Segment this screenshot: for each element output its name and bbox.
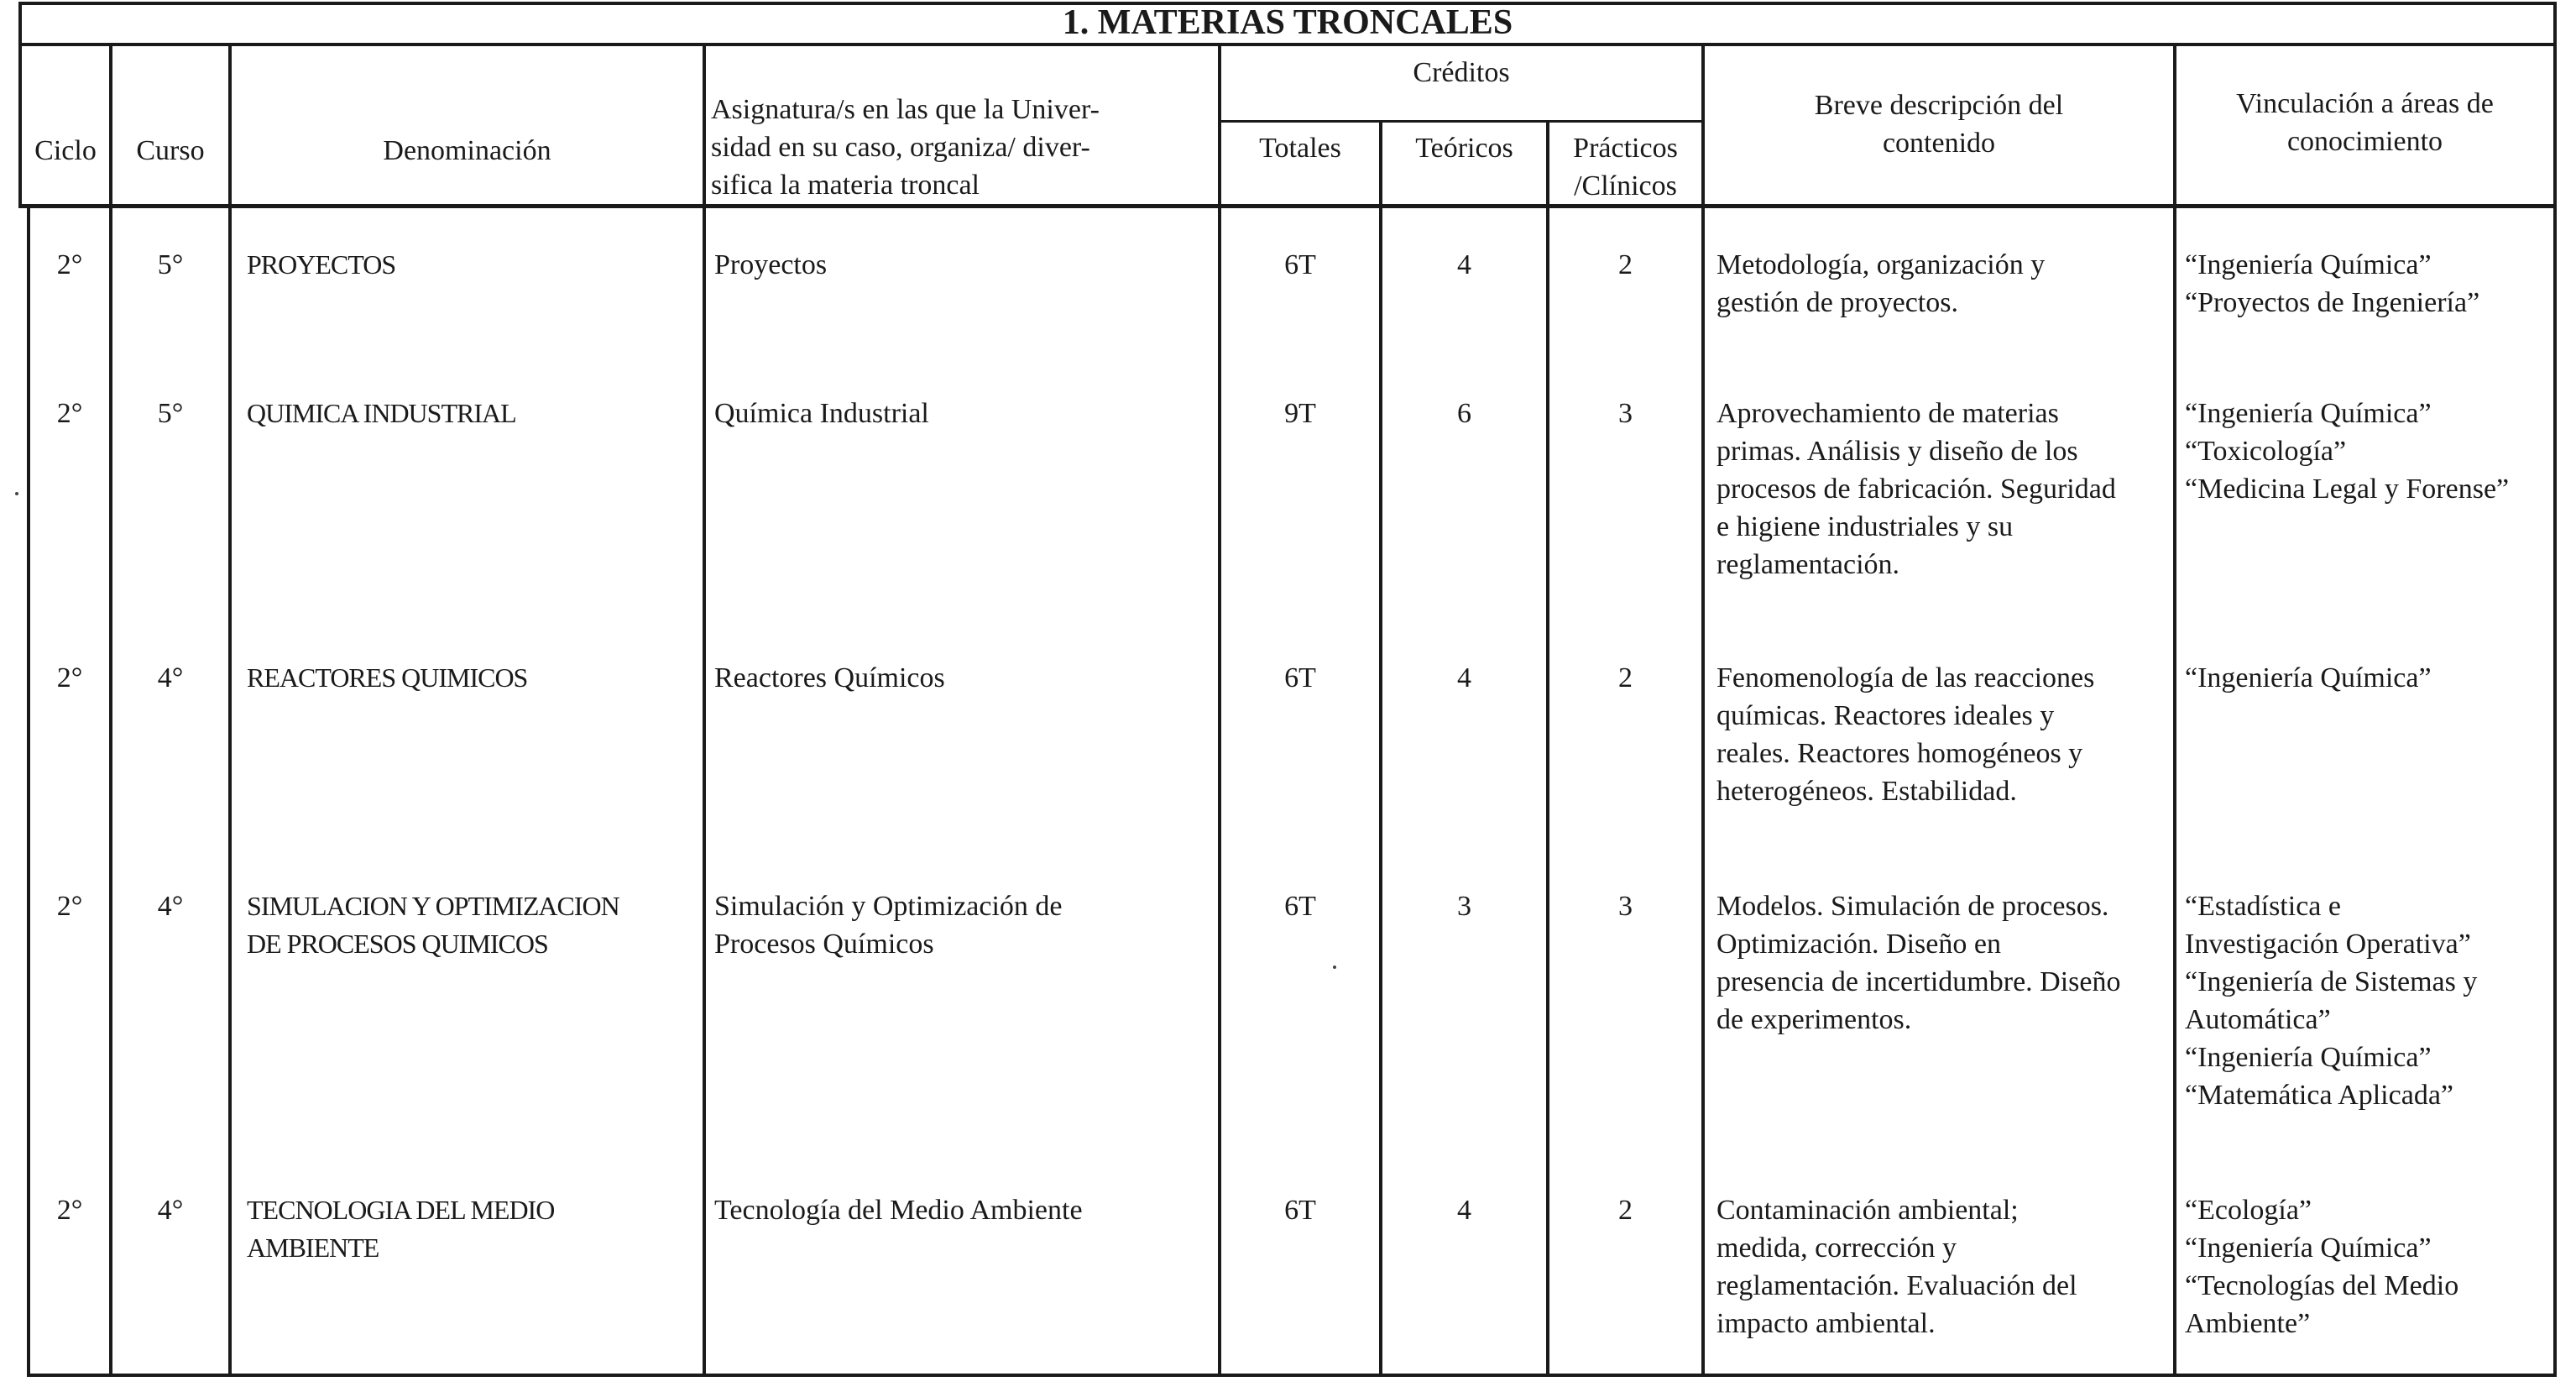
cell-descripcion-line: reglamentación. bbox=[1716, 549, 1900, 580]
cell-descripcion-line: de experimentos. bbox=[1716, 1004, 1912, 1035]
cell-denominacion-line: DE PROCESOS QUIMICOS bbox=[247, 929, 548, 959]
cell-denominacion bbox=[247, 246, 700, 284]
rule-creditos bbox=[1220, 120, 1703, 123]
cell-vinculacion-line: “Ingeniería Química” bbox=[2185, 1232, 2432, 1264]
cell-vinculacion-line: “Proyectos de Ingeniería” bbox=[2185, 287, 2480, 318]
cell-asignatura bbox=[714, 659, 1215, 697]
cell-asignatura bbox=[714, 887, 1215, 963]
col-line-3 bbox=[703, 44, 706, 1377]
cell-curso: 4° bbox=[157, 662, 184, 693]
cell-asignatura bbox=[714, 246, 1215, 284]
cell-totales: 9T bbox=[1284, 398, 1316, 429]
cell-denominacion-line: QUIMICA INDUSTRIAL bbox=[247, 398, 516, 428]
cell-descripcion bbox=[1716, 246, 2173, 322]
cell-ciclo: 2° bbox=[56, 398, 83, 429]
cell-vinculacion bbox=[2185, 246, 2552, 322]
cell-curso: 4° bbox=[157, 891, 184, 922]
header-asignatura-line: sifica la materia troncal bbox=[711, 170, 980, 201]
header-practicos-line: Prácticos bbox=[1573, 133, 1678, 164]
cell-descripcion-line: químicas. Reactores ideales y bbox=[1716, 700, 2055, 731]
col-line-7 bbox=[1701, 44, 1705, 1377]
cell-practicos: 2 bbox=[1618, 249, 1633, 280]
cell-asignatura bbox=[714, 1191, 1215, 1229]
header-practicos-line: /Clínicos bbox=[1574, 170, 1677, 201]
header-totales: Totales bbox=[1259, 133, 1341, 164]
cell-curso: 5° bbox=[157, 398, 184, 429]
cell-descripcion-line: medida, corrección y bbox=[1716, 1232, 1957, 1264]
cell-denominacion-line: AMBIENTE bbox=[247, 1232, 379, 1263]
cell-denominacion bbox=[247, 1191, 700, 1267]
cell-descripcion bbox=[1716, 887, 2173, 1039]
cell-curso: 4° bbox=[157, 1195, 184, 1226]
cell-descripcion-line: Metodología, organización y bbox=[1716, 249, 2046, 280]
cell-denominacion-line: SIMULACION Y OPTIMIZACION bbox=[247, 891, 619, 921]
cell-asignatura-line: Procesos Químicos bbox=[714, 929, 934, 960]
cell-practicos: 2 bbox=[1618, 662, 1633, 693]
cell-asignatura-line: Reactores Químicos bbox=[714, 662, 945, 693]
cell-ciclo: 2° bbox=[56, 249, 83, 280]
cell-asignatura bbox=[714, 395, 1215, 432]
cell-totales: 6T bbox=[1284, 662, 1316, 693]
cell-denominacion-line: TECNOLOGIA DEL MEDIO bbox=[247, 1195, 555, 1225]
cell-totales: 6T bbox=[1284, 891, 1316, 922]
cell-descripcion-line: heterogéneos. Estabilidad. bbox=[1716, 776, 2017, 807]
cell-vinculacion bbox=[2185, 1191, 2552, 1342]
cell-vinculacion-line: “Ingeniería Química” bbox=[2185, 398, 2432, 429]
header-vinculacion-line: conocimiento bbox=[2286, 126, 2443, 157]
cell-descripcion bbox=[1716, 659, 2173, 810]
header-practicos bbox=[1549, 129, 1701, 205]
cell-ciclo: 2° bbox=[56, 891, 83, 922]
cell-descripcion-line: reales. Reactores homogéneos y bbox=[1716, 738, 2083, 769]
cell-curso: 5° bbox=[157, 249, 184, 280]
cell-vinculacion-line: “Ingeniería Química” bbox=[2185, 662, 2432, 693]
header-ciclo: Ciclo bbox=[34, 135, 97, 166]
header-creditos: Créditos bbox=[1413, 57, 1510, 88]
cell-vinculacion-line: “Matemática Aplicada” bbox=[2185, 1080, 2453, 1111]
cell-asignatura-line: Simulación y Optimización de bbox=[714, 891, 1063, 922]
cell-teoricos: 3 bbox=[1457, 891, 1471, 922]
col-line-1 bbox=[109, 44, 112, 1377]
cell-teoricos: 4 bbox=[1457, 249, 1471, 280]
header-asignatura bbox=[711, 91, 1215, 204]
cell-descripcion-line: reglamentación. Evaluación del bbox=[1716, 1270, 2077, 1301]
cell-vinculacion-line: “Toxicología” bbox=[2185, 436, 2347, 467]
cell-teoricos: 4 bbox=[1457, 662, 1471, 693]
cell-practicos: 2 bbox=[1618, 1195, 1633, 1226]
cell-descripcion bbox=[1716, 395, 2173, 583]
header-descripcion-line: Breve descripción del bbox=[1814, 90, 2064, 121]
header-vinculacion bbox=[2176, 85, 2553, 160]
cell-asignatura-line: Tecnología del Medio Ambiente bbox=[714, 1195, 1083, 1226]
col-line-5 bbox=[1379, 120, 1382, 1377]
cell-vinculacion-line: “Ingeniería Química” bbox=[2185, 249, 2432, 280]
cell-denominacion bbox=[247, 659, 700, 697]
header-curso: Curso bbox=[136, 135, 205, 166]
cell-descripcion-line: gestión de proyectos. bbox=[1716, 287, 1958, 318]
cell-vinculacion bbox=[2185, 887, 2552, 1114]
header-teoricos: Teóricos bbox=[1415, 133, 1513, 164]
cell-vinculacion-line: Automática” bbox=[2185, 1004, 2331, 1035]
cell-denominacion-line: REACTORES QUIMICOS bbox=[247, 662, 528, 693]
cell-ciclo: 2° bbox=[56, 1195, 83, 1226]
scan-speck bbox=[15, 492, 18, 495]
rule-bottom bbox=[27, 1374, 2557, 1377]
cell-vinculacion-line: “Ingeniería de Sistemas y bbox=[2185, 966, 2478, 997]
cell-descripcion-line: Contaminación ambiental; bbox=[1716, 1195, 2019, 1226]
cell-vinculacion-line: “Tecnologías del Medio bbox=[2185, 1270, 2459, 1301]
cell-descripcion-line: procesos de fabricación. Seguridad bbox=[1716, 474, 2116, 505]
cell-descripcion-line: impacto ambiental. bbox=[1716, 1308, 1936, 1339]
header-descripcion bbox=[1705, 86, 2173, 162]
cell-descripcion-line: Fenomenología de las reacciones bbox=[1716, 662, 2095, 693]
cell-teoricos: 6 bbox=[1457, 398, 1471, 429]
cell-descripcion-line: Modelos. Simulación de procesos. bbox=[1716, 891, 2109, 922]
cell-vinculacion-line: “Estadística e bbox=[2185, 891, 2341, 922]
cell-descripcion-line: presencia de incertidumbre. Diseño bbox=[1716, 966, 2121, 997]
col-line-right bbox=[2553, 2, 2557, 1377]
col-line-4 bbox=[1218, 44, 1221, 1377]
header-denominacion: Denominación bbox=[383, 135, 551, 166]
col-line-6 bbox=[1546, 120, 1549, 1377]
cell-vinculacion bbox=[2185, 659, 2552, 697]
cell-vinculacion-line: “Medicina Legal y Forense” bbox=[2185, 474, 2510, 505]
col-line-8 bbox=[2173, 44, 2176, 1377]
cell-denominacion bbox=[247, 395, 700, 432]
cell-descripcion bbox=[1716, 1191, 2173, 1342]
cell-descripcion-line: e higiene industriales y su bbox=[1716, 511, 2014, 542]
cell-vinculacion bbox=[2185, 395, 2552, 508]
cell-denominacion bbox=[247, 887, 700, 963]
cell-denominacion-line: PROYECTOS bbox=[247, 249, 396, 280]
cell-practicos: 3 bbox=[1618, 398, 1633, 429]
cell-totales: 6T bbox=[1284, 1195, 1316, 1226]
cell-vinculacion-line: Ambiente” bbox=[2185, 1308, 2311, 1339]
cell-vinculacion-line: “Ingeniería Química” bbox=[2185, 1042, 2432, 1073]
header-descripcion-line: contenido bbox=[1882, 128, 1996, 159]
cell-vinculacion-line: “Ecología” bbox=[2185, 1195, 2312, 1226]
table-title: 1. MATERIAS TRONCALES bbox=[1062, 3, 1513, 42]
cell-descripcion-line: primas. Análisis y diseño de los bbox=[1716, 436, 2078, 467]
cell-vinculacion-line: Investigación Operativa” bbox=[2185, 929, 2471, 960]
cell-asignatura-line: Química Industrial bbox=[714, 398, 929, 429]
cell-descripcion-line: Optimización. Diseño en bbox=[1716, 929, 2001, 960]
header-asignatura-line: Asignatura/s en las que la Univer- bbox=[711, 94, 1100, 125]
cell-teoricos: 4 bbox=[1457, 1195, 1471, 1226]
cell-descripcion-line: Aprovechamiento de materias bbox=[1716, 398, 2059, 429]
header-vinculacion-line: Vinculación a áreas de bbox=[2236, 88, 2494, 119]
cell-asignatura-line: Proyectos bbox=[714, 249, 828, 280]
cell-totales: 6T bbox=[1284, 249, 1316, 280]
cell-practicos: 3 bbox=[1618, 891, 1633, 922]
header-asignatura-line: sidad en su caso, organiza/ diver- bbox=[711, 132, 1090, 163]
col-line-2 bbox=[228, 44, 232, 1377]
cell-ciclo: 2° bbox=[56, 662, 83, 693]
scan-speck bbox=[1333, 966, 1336, 969]
